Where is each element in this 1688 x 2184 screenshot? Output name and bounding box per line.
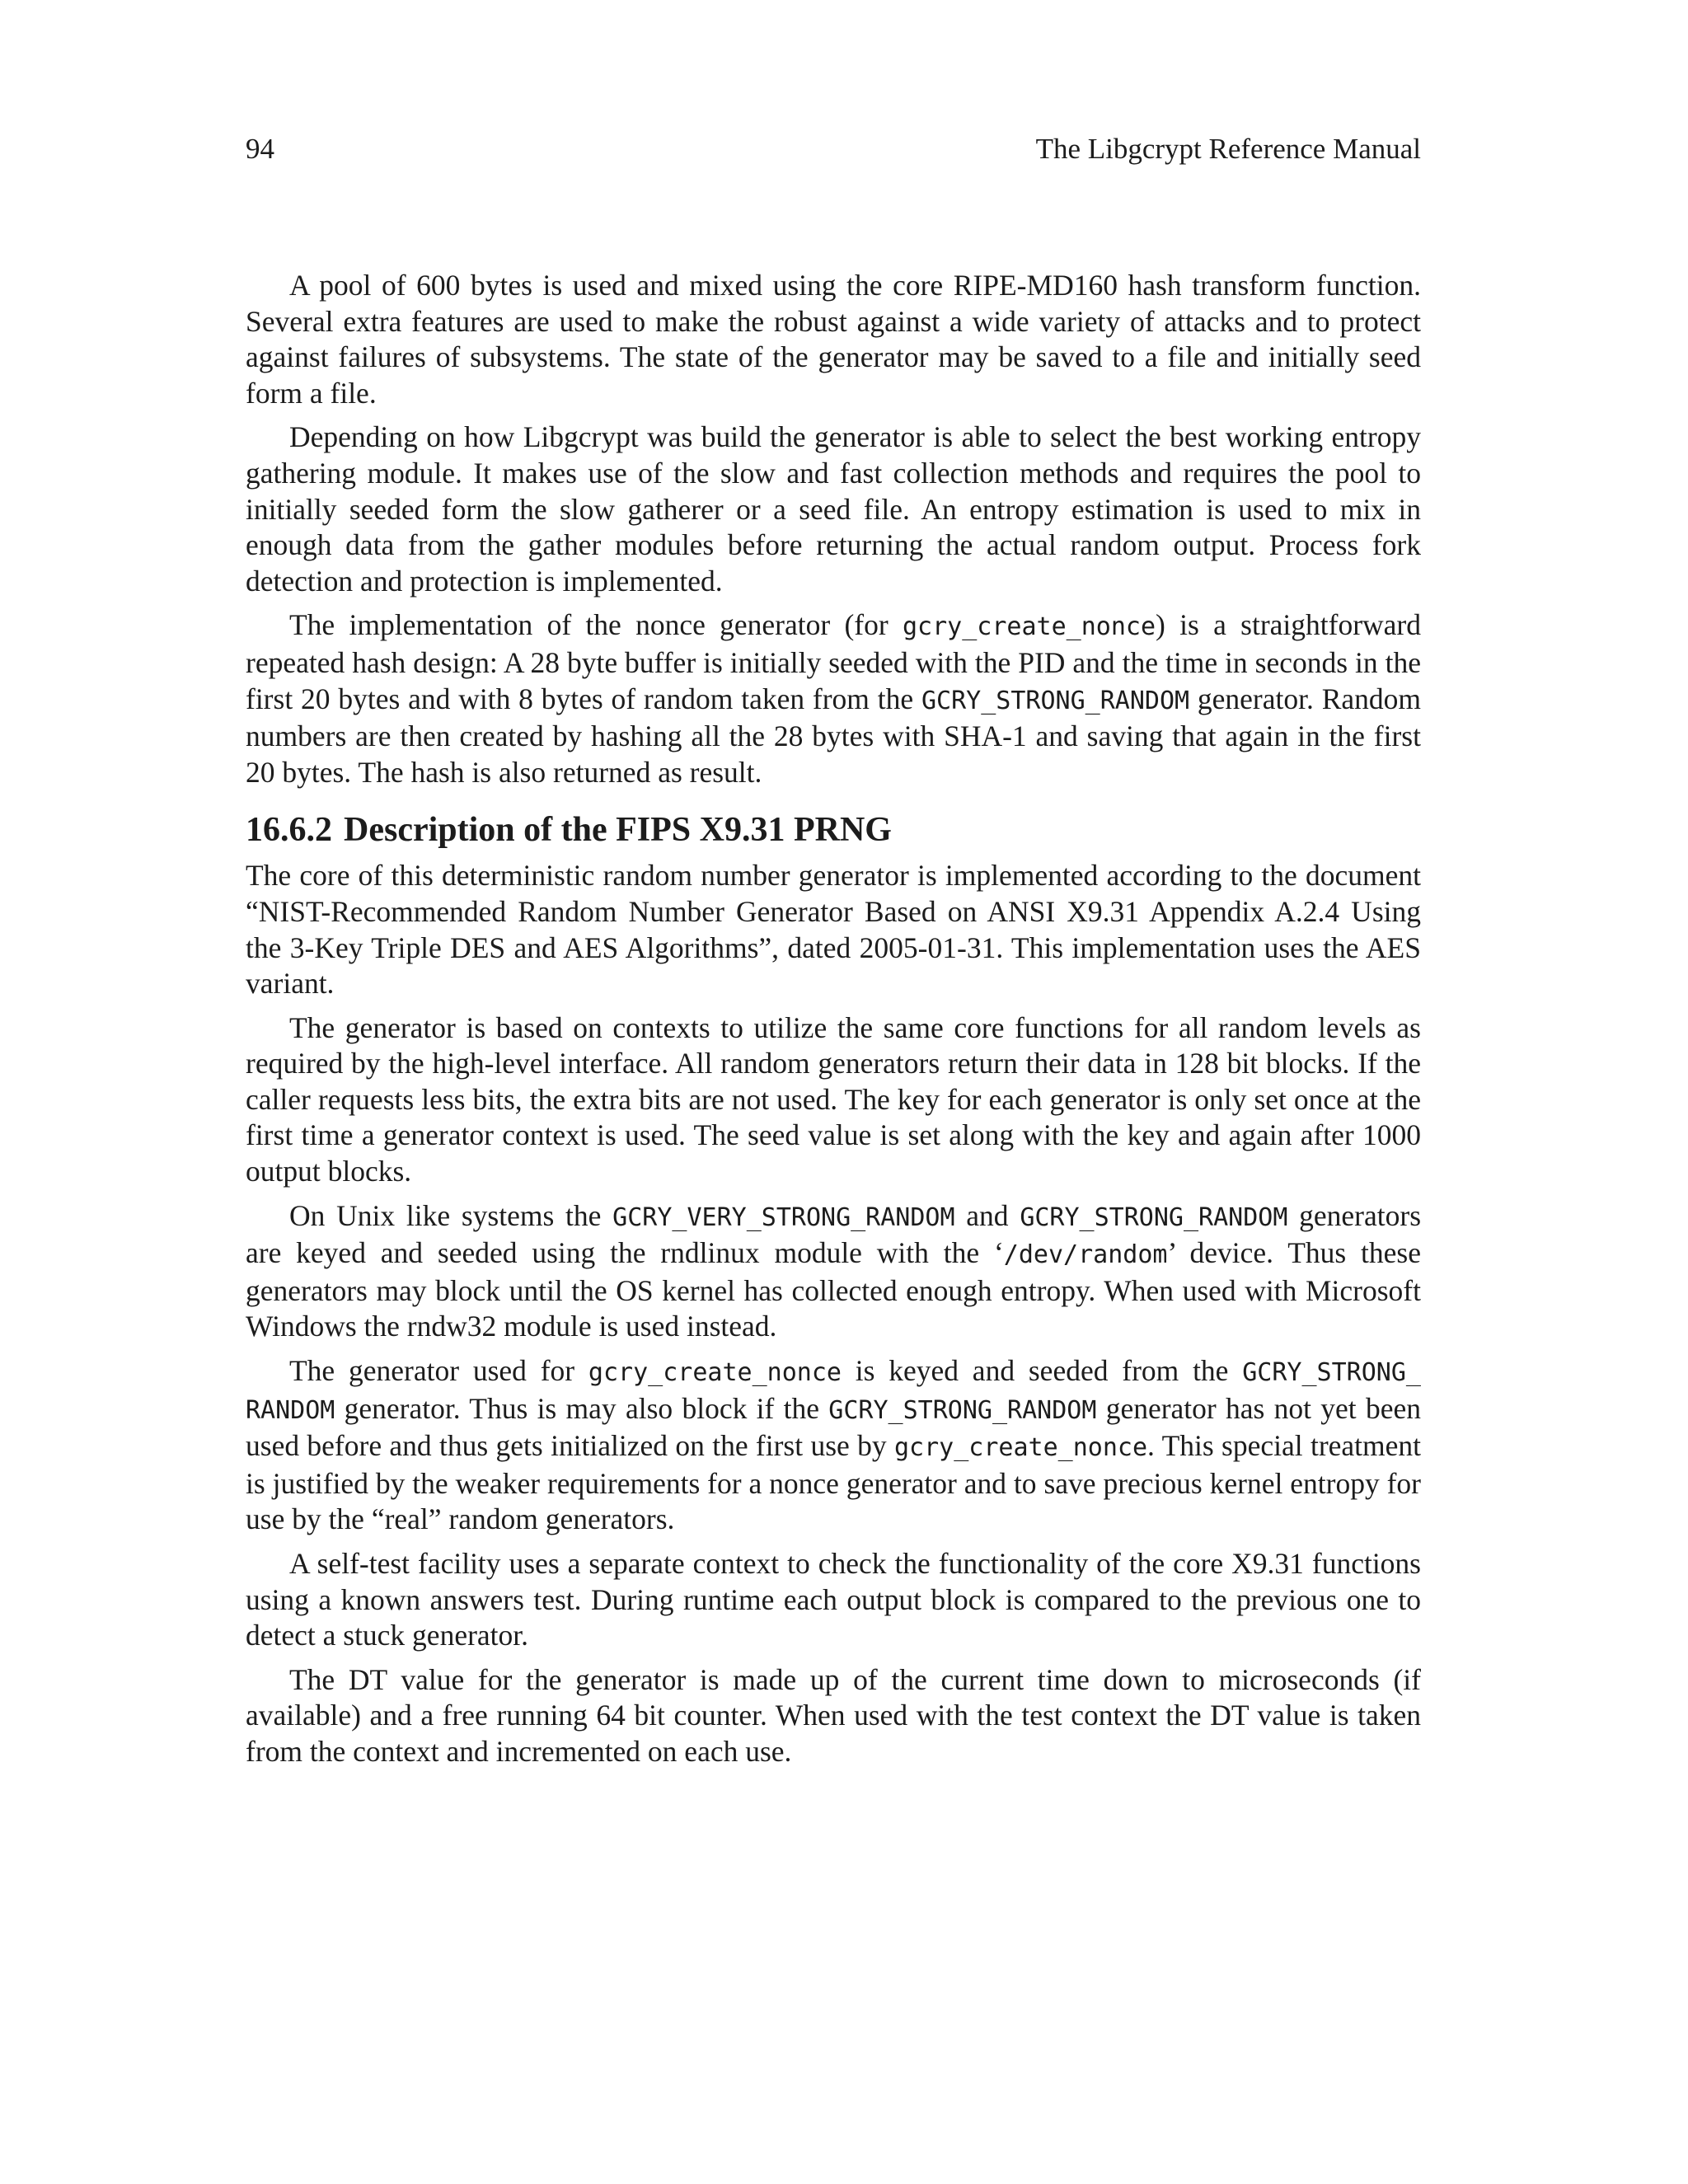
- code-gcry-strong-random: GCRY_STRONG_​RANDOM: [246, 1358, 1421, 1425]
- text-run: . This special treatment is justified by the weaker requirements for a nonce generator and to save precious kernel entropy for use by the “real” random generators.: [246, 1429, 1421, 1536]
- section-heading: [246, 807, 1421, 853]
- paragraph-self-test: A self-test facility uses a separate context to check the functionality of the core X9.31 functions using a known answers test. During runtime each output block is compared to the previous one to detect a stuck generator.: [246, 1547, 1421, 1652]
- code-gcry-create-nonce: gcry_create_nonce: [588, 1358, 842, 1388]
- page-body: [246, 268, 1421, 1779]
- page-header: [246, 129, 1421, 170]
- paragraph-pool: A pool of 600 bytes is used and mixed using the core RIPE-MD160 hash transform function. Several extra features are used to make the robust against a wide variety of attacks and to protect against failures of subsystems. The state of the generator may be saved to a file and initially seed form a file.: [246, 269, 1421, 410]
- paragraph-entropy-gathering: Depending on how Libgcrypt was build the generator is able to select the best working entropy gathering module. It makes use of the slow and fast collection methods and requires the pool to initially seeded form the slow gatherer or a seed file. An entropy estimation is used to mix in enough data from the gather modules before returning the actual random output. Process fork detection and protection is implemented.: [246, 420, 1421, 598]
- paragraph-nonce-generator: [246, 607, 1421, 790]
- paragraph-contexts: The generator is based on contexts to utilize the same core functions for all random levels as required by the high-level interface. All random generators return their data in 128 bit blocks. If the caller requests less bits, the extra bits are not used. The key for each generator is only set once at the first time a generator context is used. The seed value is set along with the key and again after 1000 output blocks.: [246, 1010, 1421, 1188]
- code-gcry-strong-random: GCRY_STRONG_RANDOM: [828, 1395, 1097, 1425]
- text-run: generator. Random numbers are then created by hashing all the 28 bytes with SHA-1 and saving that again in the first 20 bytes. The hash is also returned as result.: [246, 682, 1421, 789]
- text-run: generator has not yet been used before and thus gets initialized on the first use by: [246, 1391, 1421, 1463]
- text-run: The implementation of the nonce generator (for: [289, 608, 903, 642]
- code-dev-random: /dev/random: [1003, 1240, 1168, 1270]
- code-gcry-very-strong-random: GCRY_VERY_STRONG_RANDOM: [612, 1202, 955, 1232]
- code-gcry-strong-random: GCRY_STRONG_​RANDOM: [921, 686, 1190, 715]
- text-run: generator. Thus is may also block if the: [335, 1391, 829, 1425]
- paragraph-unix-systems: [246, 1198, 1421, 1345]
- code-gcry-create-nonce: gcry_create_nonce: [893, 1433, 1148, 1463]
- code-gcry-strong-random: GCRY_STRONG_RANDOM: [1020, 1202, 1288, 1232]
- section-number: 16.6.2: [246, 811, 332, 850]
- page-number: 94: [246, 133, 274, 165]
- text-run: ’ device. Thus these generators may block until the OS kernel has collected enough entropy. When used with Microsoft Windows the rndw32 module is used instead.: [246, 1236, 1421, 1343]
- text-run: On Unix like systems the: [289, 1198, 613, 1232]
- text-run: generators are keyed and seeded using the rndlinux module with the ‘: [246, 1198, 1422, 1270]
- section-title: Description of the FIPS X9.31 PRNG: [344, 811, 892, 850]
- code-gcry-create-nonce: gcry_create_nonce: [902, 612, 1156, 642]
- text-run: The generator used for: [289, 1354, 588, 1388]
- paragraph-nonce-keying: [246, 1353, 1421, 1538]
- text-run: is keyed and seeded from the: [841, 1354, 1243, 1388]
- paragraph-core-description: The core of this deterministic random number generator is implemented according to the document “NIST-Recommended Random Number Generator Based on ANSI X9.31 Appendix A.2.4 Using the 3-Key Triple DES and AES Algorithms”, dated 2005-01-31. This implementation uses the AES variant.: [246, 859, 1421, 1001]
- paragraph-dt-value: The DT value for the generator is made up of the current time down to microseconds (if available) and a free running 64 bit counter. When used with the test context the DT value is taken from the context and incremented on each use.: [246, 1662, 1421, 1768]
- running-title: The Libgcrypt Reference Manual: [1035, 133, 1421, 165]
- text-run: and: [954, 1198, 1020, 1232]
- text-run: ) is a straightforward repeated hash design: A 28 byte buffer is initially seeded with the PID and the time in seconds in the first 20 bytes and with 8 bytes of random taken from the: [246, 608, 1421, 715]
